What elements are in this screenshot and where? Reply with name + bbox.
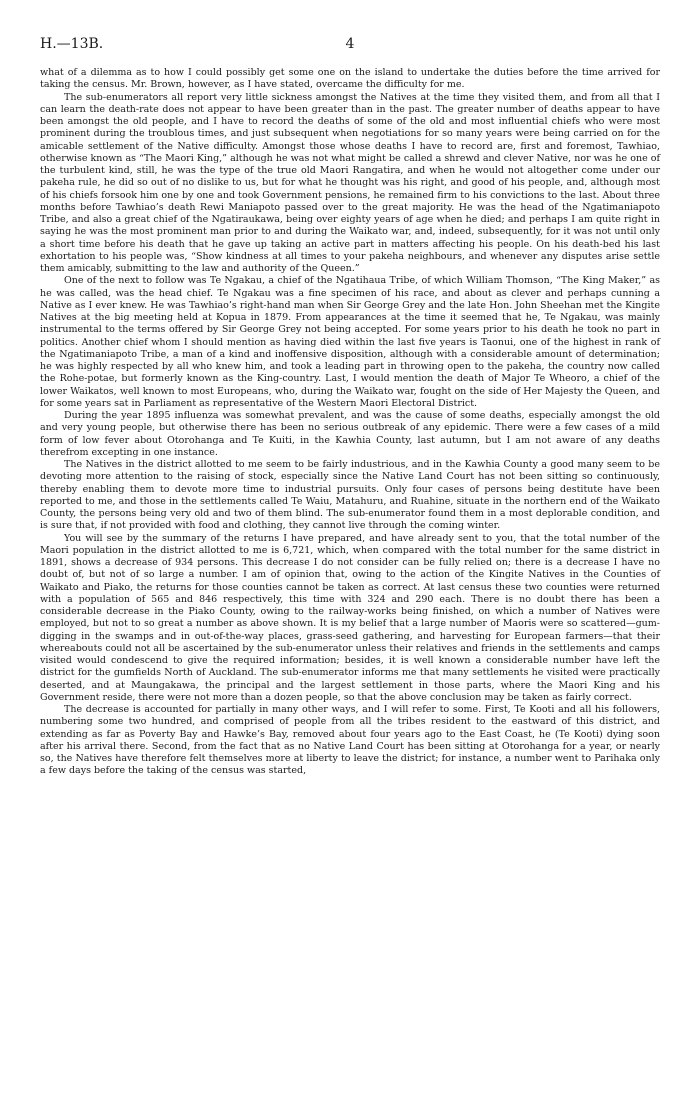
- paragraph-industry: The Natives in the district allotted to me seem to be fairly industrious, and in the Kawhia County a good many seem to be devoting more attention to the raising of stock, especially since the Native Land Court has not been sitting so continuously, thereby enabling them to devote more time to industrial pursuits. Only four cases of persons being destitute have been reported to me, and those in the settlements called Te Waiu, Matahuru, and Ruahine, situate in the northern end of the Waikato County, the persons being very old and two of them blind. The sub-enumerator found them in a most deplorable condition, and is sure that, if not provided with food and clothing, they cannot live through the coming winter.: [40, 459, 660, 532]
- body-text: [40, 67, 660, 778]
- page-header: [40, 36, 660, 56]
- page-number: 4: [345, 36, 355, 52]
- paragraph-decrease-reasons: The decrease is accounted for partially in many other ways, and I will refer to some. First, Te Kooti and all his followers, numbering some two hundred, and comprised of people from all the tribes resident to the eastward of this district, and extending as far as Poverty Bay and Hawke’s Bay, removed about four years ago to the East Coast, he (Te Kooti) dying soon after his arrival there. Second, from the fact that as no Native Land Court has been sitting at Otorohanga for a year, or nearly so, the Natives have therefore felt themselves more at liberty to leave the district; for instance, a number went to Parihaka only a few days before the taking of the census was started,: [40, 704, 660, 777]
- paragraph-population-summary: You will see by the summary of the returns I have prepared, and have already sent to you, that the total number of the Maori population in the district allotted to me is 6,721, which, when compared with the total number for the same district in 1891, shows a decrease of 934 persons. This decrease I do not consider can be fully relied on; there is a decrease I have no doubt of, but not of so large a number. I am of opinion that, owing to the action of the Kingite Natives in the Counties of Waikato and Piako, the returns for those counties cannot be taken as correct. At last census these two counties were returned with a population of 565 and 846 respectively, this time with 324 and 290 each. There is no doubt there has been a considerable decrease in the Piako County, owing to the railway-works being finished, on which a number of Natives were employed, but not to so great a number as above shown. It is my belief that a large number of Maoris were so scattered—gum-digging in the swamps and in out-of-the-way places, grass-seed gathering, and harvesting for European farmers—that their whereabouts could not all be ascertained by the sub-enumerator unless their relatives and friends in the settlements and camps visited would condescend to give the required information; besides, it is well known a considerable number have left the district for the gumfields North of Auckland. The sub-enumerator informs me that many settlements he visited were practically deserted, and at Maungakawa, the principal and the largest settlement in those parts, where the Maori King and his Government reside, there were not more than a dozen people, so that the above conclusion may be taken as fairly correct.: [40, 532, 660, 703]
- paragraph-continued: what of a dilemma as to how I could possibly get some one on the island to undertake the duties before the time arrived for taking the census. Mr. Brown, however, as I have stated, overcame the difficulty for me.: [40, 67, 660, 91]
- paragraph-influenza: During the year 1895 influenza was somewhat prevalent, and was the cause of some deaths, especially amongst the old and very young people, but otherwise there has been no serious outbreak of any epidemic. There were a few cases of a mild form of low fever about Otorohanga and Te Kuiti, in the Kawhia County, last autumn, but I am not aware of any deaths therefrom excepting in one instance.: [40, 410, 660, 458]
- paragraph-te-ngakau: One of the next to follow was Te Ngakau, a chief of the Ngatihaua Tribe, of which William Thomson, “The King Maker,” as he was called, was the head chief. Te Ngakau was a fine specimen of his race, and about as clever and perhaps cunning a Native as I ever knew. He was Tawhiao’s right-hand man when Sir George Grey and the late Hon. John Sheehan met the Kingite Natives at the big meeting held at Kopua in 1879. From appearances at the time it seemed that he, Te Ngakau, was mainly instrumental to the terms offered by Sir George Grey not being accepted. For some years prior to his death he took no part in politics. Another chief whom I should mention as having died within the last five years is Taonui, one of the highest in rank of the Ngatimaniapoto Tribe, a man of a kind and inoffensive disposition, although with a considerable amount of determination; he was highly respected by all who knew him, and took a leading part in throwing open to the pakeha, the country now called the Rohe-potae, but formerly known as the King-country. Last, I would mention the death of Major Te Wheoro, a chief of the lower Waikatos, well known to most Europeans, who, during the Waikato war, fought on the side of Her Majesty the Queen, and for some years sat in Parliament as representative of the Western Maori Electoral District.: [40, 275, 660, 409]
- paragraph-sickness-and-deaths: The sub-enumerators all report very little sickness amongst the Natives at the time they visited them, and from all that I can learn the death-rate does not appear to have been greater than in the past. The greater number of deaths appear to have been amongst the old people, and I have to record the deaths of some of the old and most influential chiefs who were most prominent during the troublous times, and just subsequent when negotiations for so many years were being carried on for the amicable settlement of the Native difficulty. Amongst those whose deaths I have to record are, first and foremost, Tawhiao, otherwise known as “The Maori King,” although he was not what might be called a shrewd and clever Native, nor was he one of the turbulent kind, still, he was the type of the true old Maori Rangatira, and when he would not altogether come under our pakeha rule, he did so out of no dislike to us, but for what he thought was his right, and good of his people, and, although most of his chiefs forsook him one by one and took Government pensions, he remained firm to his convictions to the last. About three months before Tawhiao’s death Rewi Maniapoto passed over to the great majority. He was the head of the Ngatimaniapoto Tribe, and also a great chief of the Ngatiraukawa, being over eighty years of age when he died; and perhaps I am quite right in saying he was the most prominent man prior to and during the Waikato war, and, indeed, subsequently, for it was not until only a short time before his death that he gave up taking an active part in matters affecting his people. On his death-bed his last exhortation to his people was, “Show kindness at all times to your pakeha neighbours, and whenever any disputes arise settle them amicably, submitting to the law and authority of the Queen.”: [40, 91, 660, 274]
- document-reference: H.—13B.: [40, 36, 104, 52]
